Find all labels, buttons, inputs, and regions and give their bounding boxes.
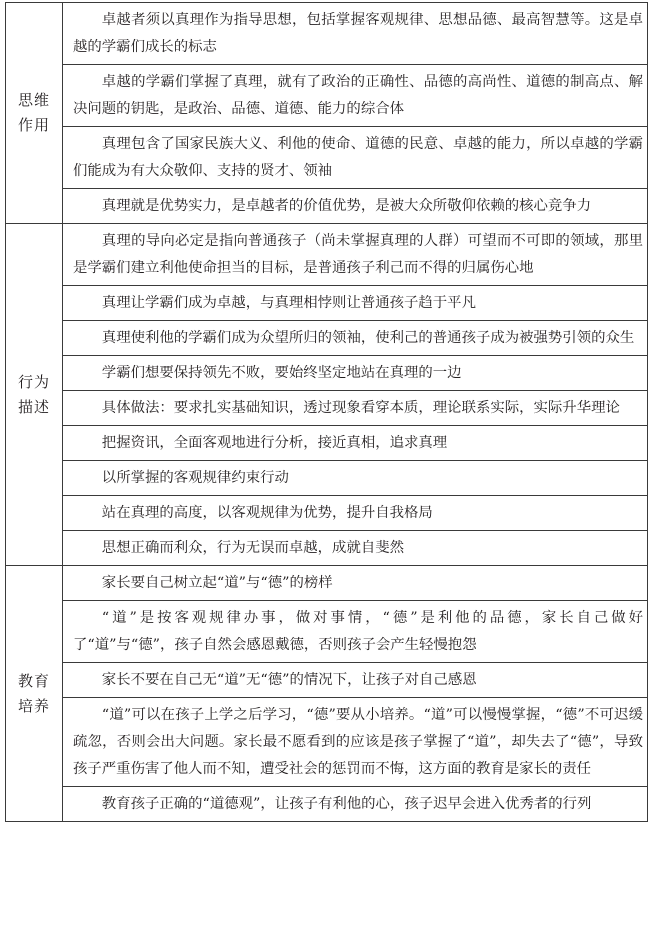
content-table	[5, 2, 648, 822]
table-row	[6, 787, 648, 822]
table-row	[6, 356, 648, 391]
table-cell: 站在真理的高度，以客观规律为优势，提升自我格局	[63, 496, 648, 531]
table-cell: 真理的导向必定是指向普通孩子（尚未掌握真理的人群）可望而不可即的领域，那里是学霸们建立利他使命担当的目标，是普通孩子利己而不得的归属伤心地	[63, 224, 648, 286]
table-row	[6, 286, 648, 321]
category-label: 教育	[17, 671, 50, 690]
table-cell: 真理就是优势实力，是卓越者的价值优势，是被大众所敬仰依赖的核心竞争力	[63, 189, 648, 224]
table-cell: 学霸们想要保持领先不败，要始终坚定地站在真理的一边	[63, 356, 648, 391]
table-row	[6, 698, 648, 787]
category-cell-education	[6, 566, 63, 822]
table-row	[6, 566, 648, 601]
category-cell-behavior	[6, 224, 63, 566]
table-cell: 真理让学霸们成为卓越，与真理相悖则让普通孩子趋于平凡	[63, 286, 648, 321]
category-label: 行为	[17, 372, 50, 391]
table-cell: 卓越者须以真理作为指导思想，包括掌握客观规律、思想品德、最高智慧等。这是卓越的学霸们成长的标志	[63, 3, 648, 65]
table-row	[6, 601, 648, 663]
table-cell: 把握资讯，全面客观地进行分析，接近真相，追求真理	[63, 426, 648, 461]
table-cell: 家长不要在自己无“道”无“德”的情况下，让孩子对自己感恩	[63, 663, 648, 698]
table-row	[6, 426, 648, 461]
table-cell: 卓越的学霸们掌握了真理，就有了政治的正确性、品德的高尚性、道德的制高点、解决问题的钥匙，是政治、品德、道德、能力的综合体	[63, 65, 648, 127]
table-row	[6, 531, 648, 566]
table-cell: 思想正确而利众，行为无误而卓越，成就自斐然	[63, 531, 648, 566]
category-cell-thinking	[6, 3, 63, 224]
table-cell: 真理包含了国家民族大义、利他的使命、道德的民意、卓越的能力，所以卓越的学霸们能成为有大众敬仰、支持的贤才、领袖	[63, 127, 648, 189]
table-row	[6, 224, 648, 286]
table-cell: 真理使利他的学霸们成为众望所归的领袖，使利己的普通孩子成为被强势引领的众生	[63, 321, 648, 356]
table-row	[6, 189, 648, 224]
table-row	[6, 461, 648, 496]
table-cell: 家长要自己树立起“道”与“德”的榜样	[63, 566, 648, 601]
category-label: 培养	[17, 696, 50, 715]
table-cell: “道”可以在孩子上学之后学习，“德”要从小培养。“道”可以慢慢掌握，“德”不可迟缓疏忽，否则会出大问题。家长最不愿看到的应该是孩子掌握了“道”，却失去了“德”，导致孩子严重伤害了他人而不知，遭受社会的惩罚而不悔，这方面的教育是家长的责任	[63, 698, 648, 787]
category-label: 思维	[17, 91, 50, 109]
table-row	[6, 496, 648, 531]
table-row	[6, 127, 648, 189]
table-cell: 以所掌握的客观规律约束行动	[63, 461, 648, 496]
table-row	[6, 663, 648, 698]
table-row	[6, 391, 648, 426]
category-label: 描述	[17, 397, 50, 416]
table-row	[6, 3, 648, 65]
table-cell: 教育孩子正确的“道德观”，让孩子有利他的心，孩子迟早会进入优秀者的行列	[63, 787, 648, 822]
table-cell: “道”是按客观规律办事，做对事情，“德”是利他的品德，家长自己做好了“道”与“德”，孩子自然会感恩戴德，否则孩子会产生轻慢抱怨	[63, 601, 648, 663]
category-label: 作用	[17, 116, 50, 134]
table-cell: 具体做法：要求扎实基础知识，透过现象看穿本质，理论联系实际，实际升华理论	[63, 391, 648, 426]
table-row	[6, 321, 648, 356]
table-row	[6, 65, 648, 127]
